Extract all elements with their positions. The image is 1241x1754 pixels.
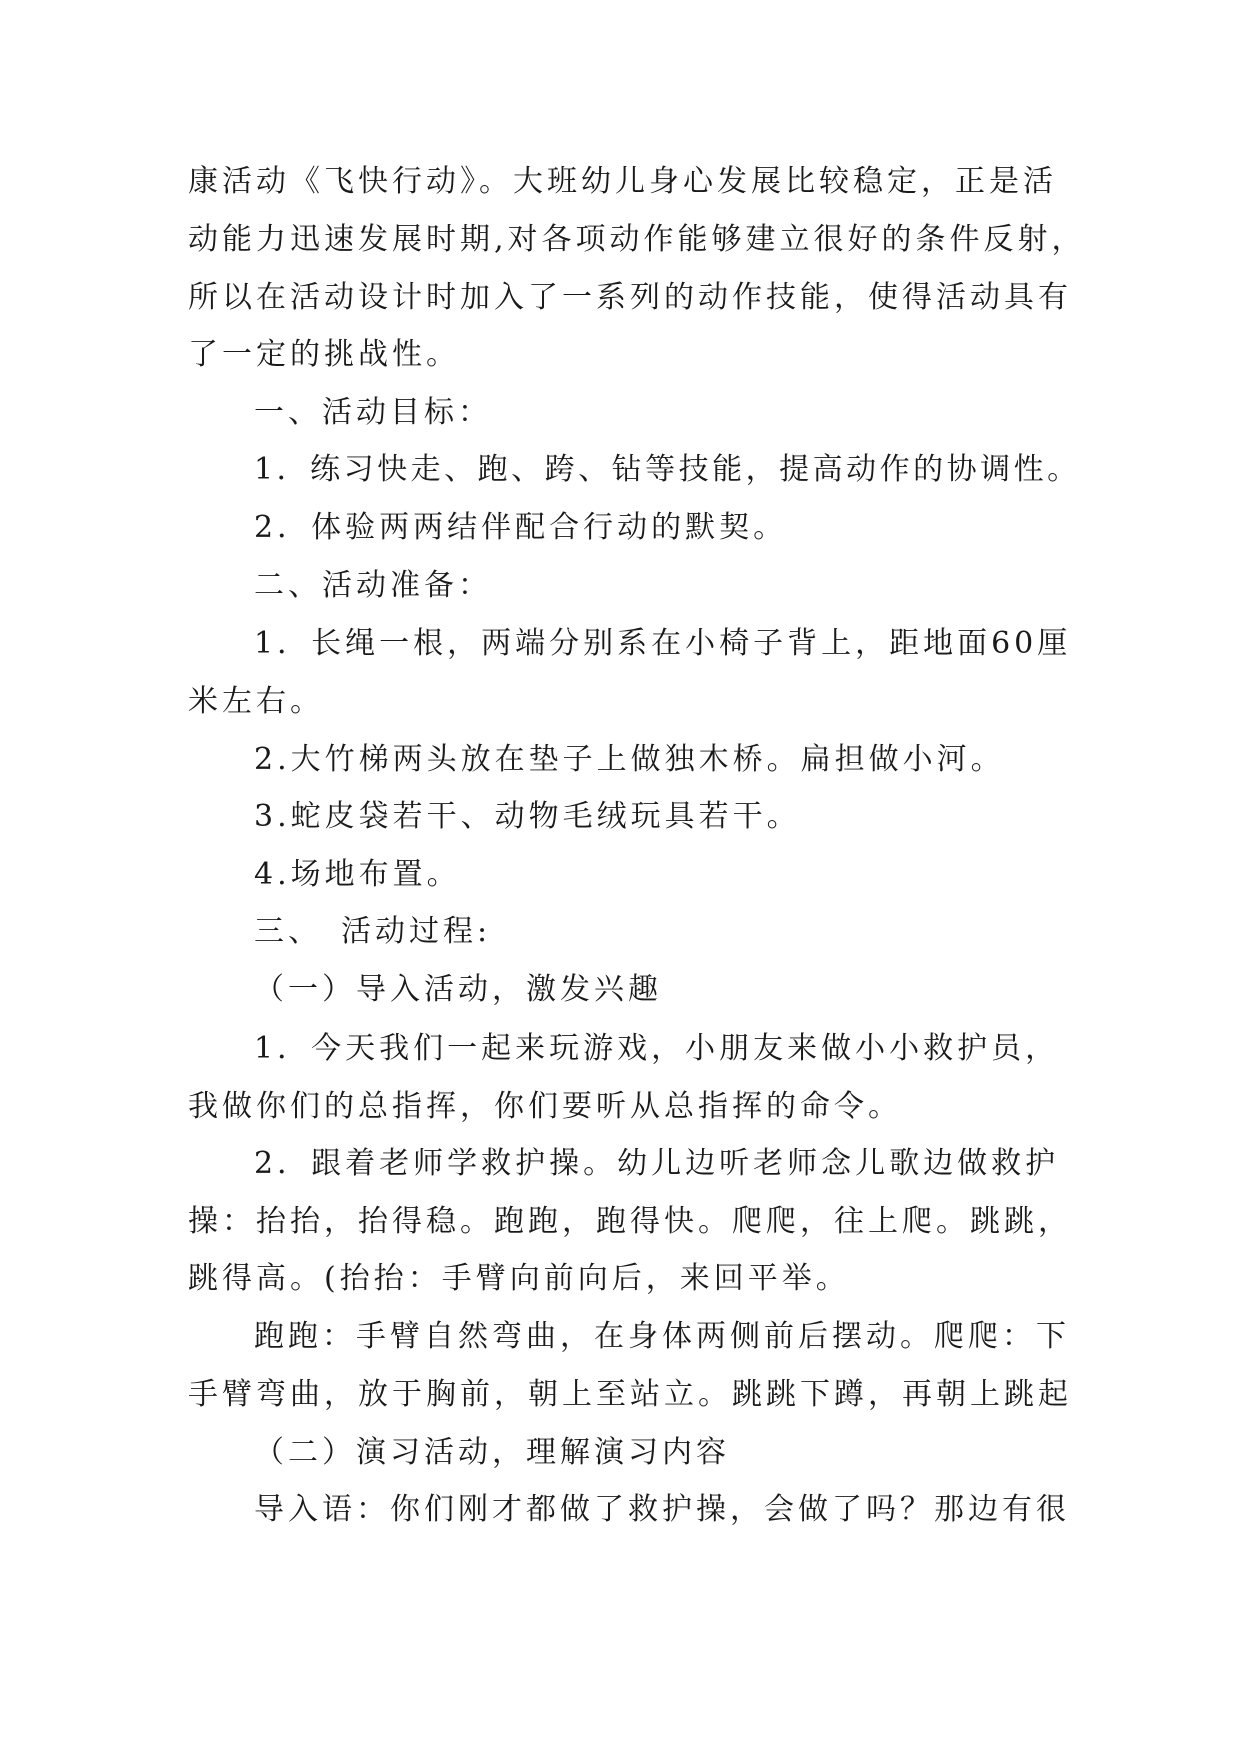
text-line: 我做你们的总指挥，你们要听从总指挥的命令。: [188, 1089, 902, 1124]
text-line: 动能力迅速发展时期,对各项动作能够建立很好的条件反射，: [188, 222, 1086, 257]
list-item: 4.场地布置。: [254, 857, 461, 892]
text-line: 康活动《飞快行动》。大班幼儿身心发展比较稳定，正是活: [188, 164, 1057, 199]
text-line: 手臂弯曲，放于胸前，朝上至站立。跳跳下蹲，再朝上跳起: [188, 1377, 1072, 1412]
text-line: 导入语：你们刚才都做了救护操，会做了吗？那边有很: [254, 1492, 1070, 1527]
subsection-heading: （二）演习活动，理解演习内容: [254, 1435, 730, 1470]
list-item: 2．体验两两结伴配合行动的默契。: [254, 510, 788, 545]
text-line: 所以在活动设计时加入了一系列的动作技能，使得活动具有: [188, 280, 1072, 315]
text-line: 跳得高。(抬抬：手臂向前向后，来回平举。: [188, 1261, 850, 1296]
text-line: 米左右。: [188, 684, 324, 719]
subsection-heading: （一）导入活动，激发兴趣: [254, 972, 662, 1007]
list-item: 3.蛇皮袋若干、动物毛绒玩具若干。: [254, 799, 801, 834]
section-heading: 二、活动准备：: [254, 568, 492, 603]
list-item: 1．长绳一根，两端分别系在小椅子背上，距地面60厘: [254, 626, 1072, 661]
list-item: 1．练习快走、跑、跨、钻等技能，提高动作的协调性。: [254, 452, 1081, 487]
text-line: 了一定的挑战性。: [188, 337, 460, 372]
list-item: 1．今天我们一起来玩游戏，小朋友来做小小救护员，: [254, 1031, 1060, 1066]
text-line: 操：抬抬，抬得稳。跑跑，跑得快。爬爬，往上爬。跳跳，: [188, 1204, 1072, 1239]
text-line: 跑跑：手臂自然弯曲，在身体两侧前后摆动。爬爬：下: [254, 1319, 1070, 1354]
list-item: 2.大竹梯两头放在垫子上做独木桥。扁担做小河。: [254, 742, 1005, 777]
list-item: 2．跟着老师学救护操。幼儿边听老师念儿歌边做救护: [254, 1146, 1060, 1181]
section-heading: 三、 活动过程:: [254, 914, 492, 949]
section-heading: 一、活动目标：: [254, 395, 492, 430]
